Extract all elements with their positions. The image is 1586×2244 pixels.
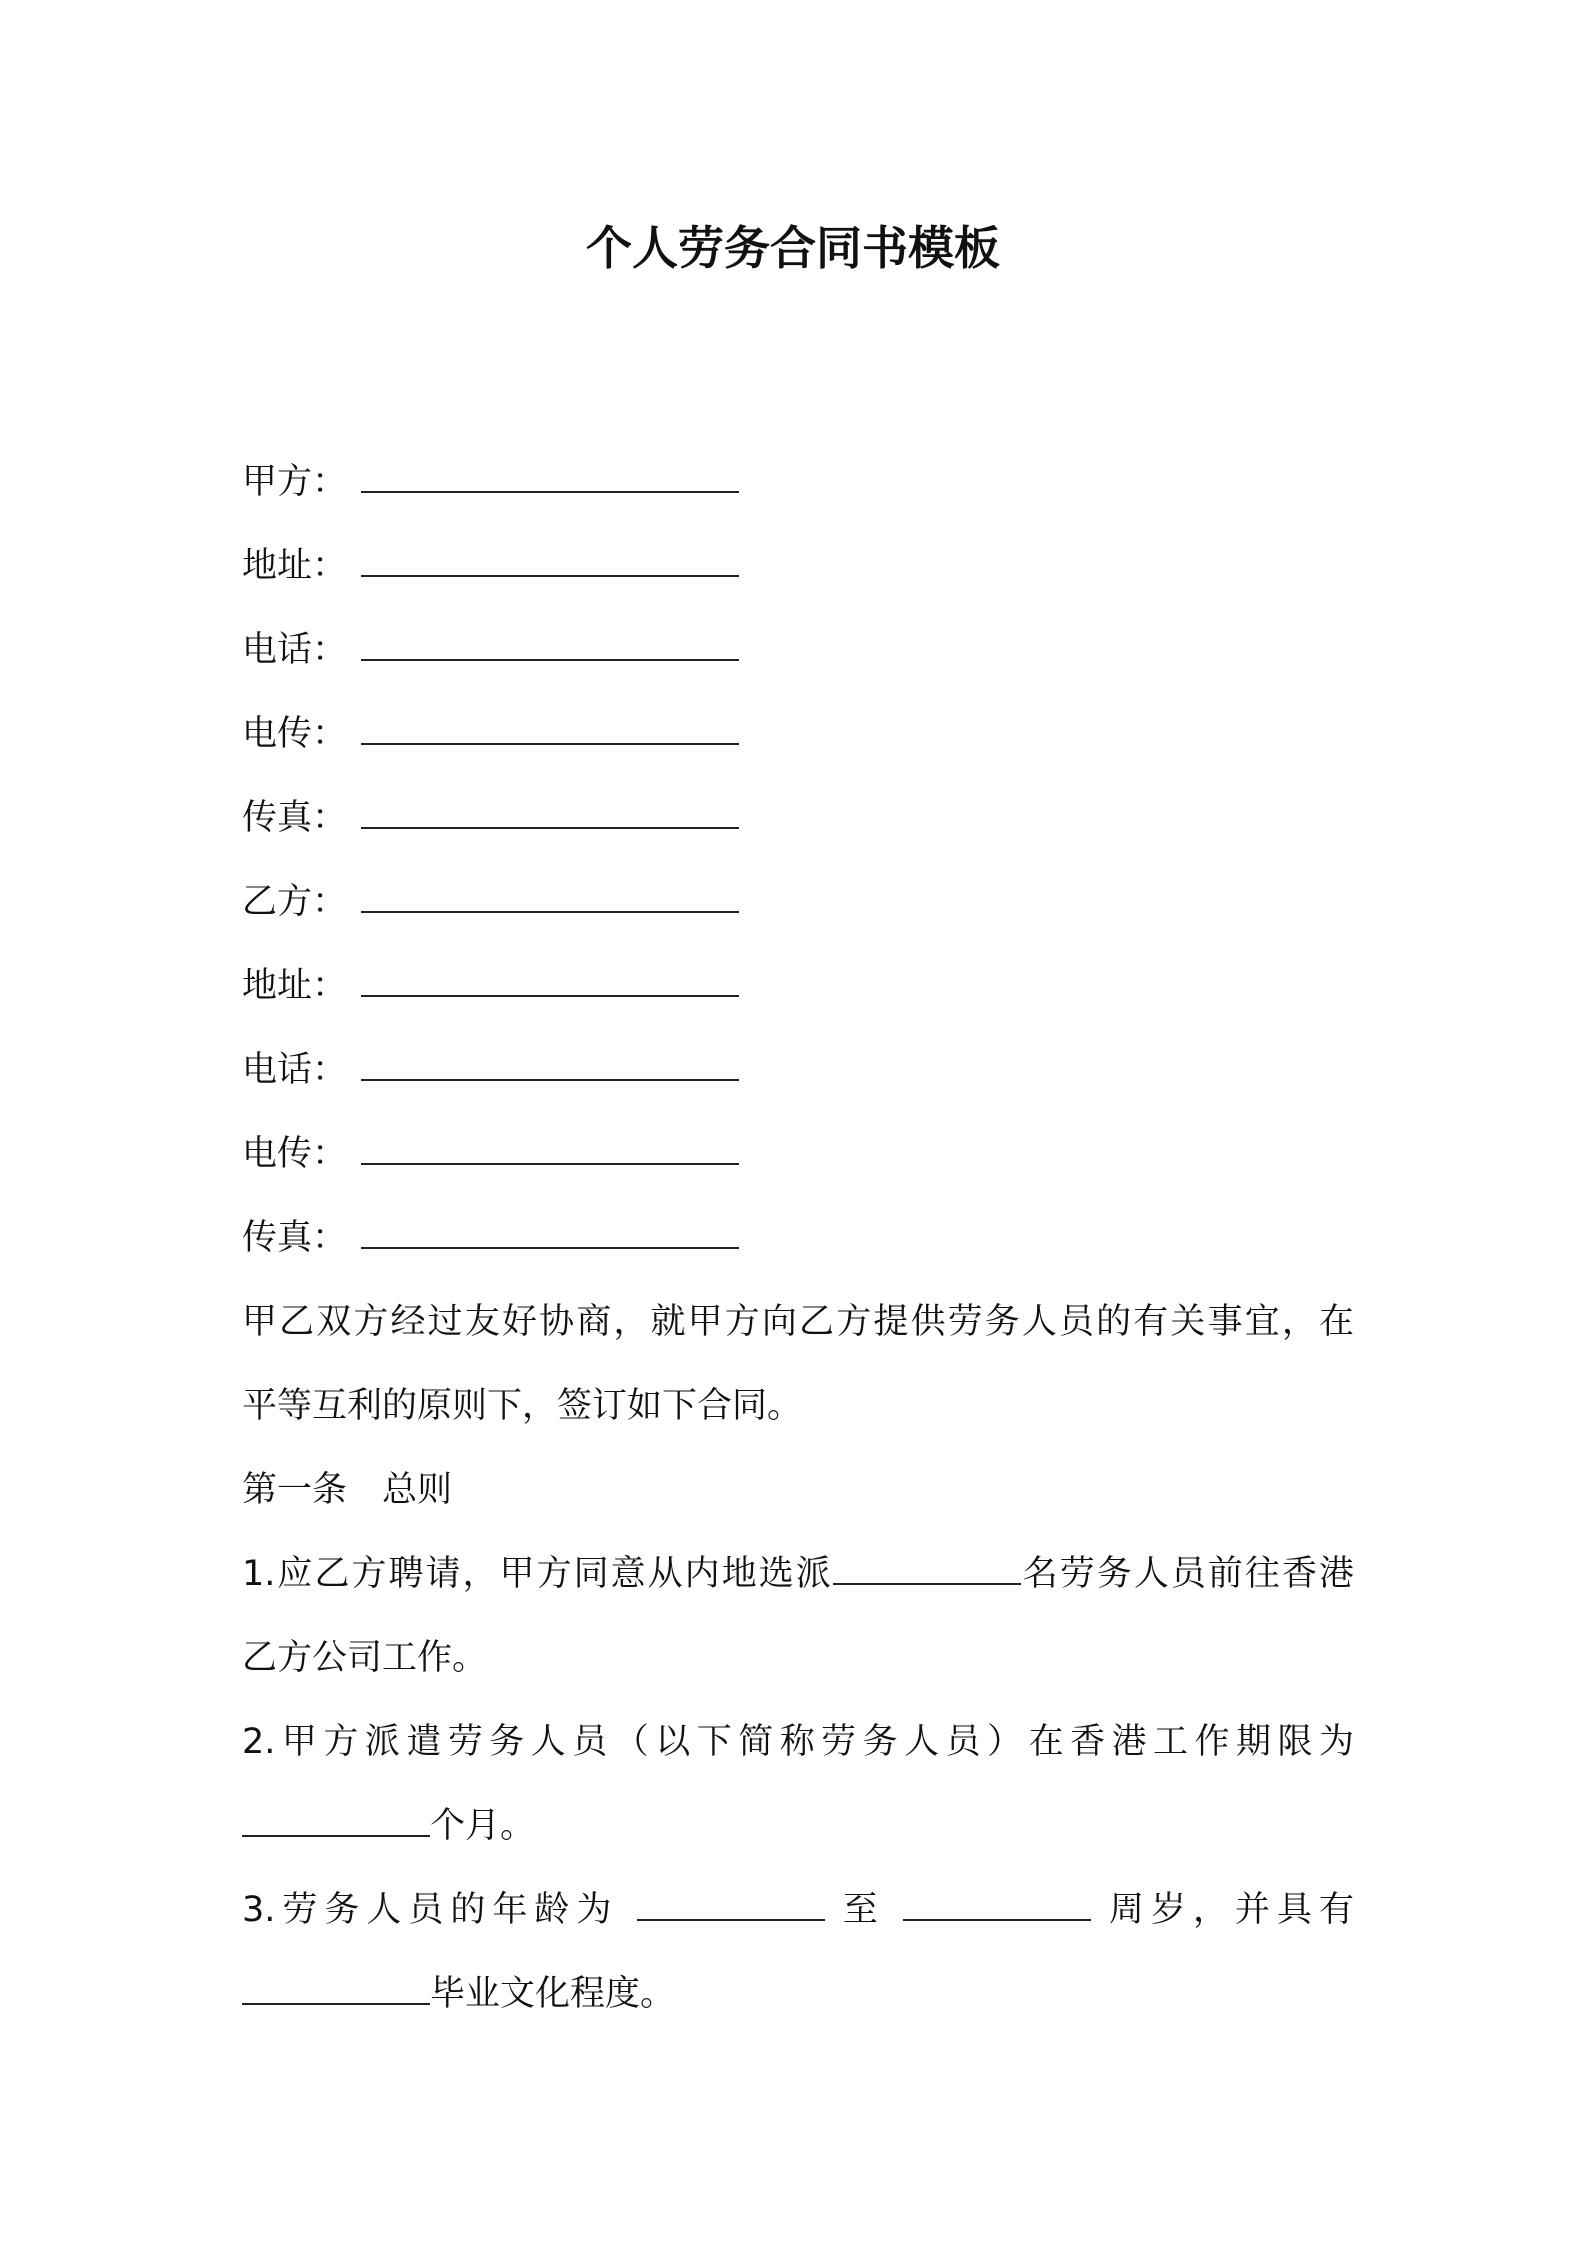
party-a-address-blank[interactable]: [361, 527, 739, 577]
clause-3-text-b: 至: [842, 1890, 885, 1930]
clause-1-line-1: [242, 1532, 1354, 1616]
party-b-telex-label: 电传：: [242, 1134, 348, 1174]
party-b-fax-label: 传真：: [242, 1218, 348, 1258]
party-b-fax-field: [242, 1196, 1354, 1280]
clause-3-age-from-blank[interactable]: [637, 1885, 825, 1921]
clause-3-line-1: [242, 1868, 1354, 1952]
intro-line-2: 平等互利的原则下，签订如下合同。: [242, 1386, 803, 1426]
clause-3-text-a: 3.劳务人员的年龄为: [242, 1890, 619, 1930]
clause-3-age-to-blank[interactable]: [903, 1885, 1091, 1921]
party-b-name-label: 乙方：: [242, 882, 348, 922]
intro-line-1: 甲乙双方经过友好协商，就甲方向乙方提供劳务人员的有关事宜，在: [242, 1302, 1354, 1342]
party-a-telex-blank[interactable]: [361, 695, 739, 745]
party-b-address-field: [242, 944, 1354, 1028]
clause-3-text-c: 周岁，并具有: [1108, 1890, 1354, 1930]
party-a-phone-blank[interactable]: [361, 611, 739, 661]
party-b-phone-field: [242, 1028, 1354, 1112]
clause-2-text-b: 个月。: [430, 1806, 536, 1846]
party-a-address-field: [242, 524, 1354, 608]
clause-3-text-d: 毕业文化程度。: [430, 1974, 676, 2014]
party-b-telex-field: [242, 1112, 1354, 1196]
clause-1-text-b: 名劳务人员前往香港: [1020, 1554, 1354, 1594]
party-a-name-label: 甲方：: [242, 462, 348, 502]
party-b-phone-label: 电话：: [242, 1050, 348, 1090]
party-b-fax-blank[interactable]: [361, 1199, 739, 1249]
clause-1-line-2: 乙方公司工作。: [242, 1638, 488, 1678]
article-1-heading: 第一条 总则: [242, 1470, 453, 1510]
party-b-address-label: 地址：: [242, 966, 348, 1006]
party-a-phone-label: 电话：: [242, 630, 348, 670]
party-b-telex-blank[interactable]: [361, 1115, 739, 1165]
document-title: 个人劳务合同书模板: [586, 221, 1000, 275]
clause-3-education-blank[interactable]: [242, 1969, 430, 2005]
clause-1-count-blank[interactable]: [833, 1549, 1021, 1585]
party-a-name-blank[interactable]: [361, 443, 739, 493]
party-a-address-label: 地址：: [242, 546, 348, 586]
party-b-address-blank[interactable]: [361, 947, 739, 997]
clause-1-text-a: 1.应乙方聘请，甲方同意从内地选派: [242, 1554, 833, 1594]
party-b-phone-blank[interactable]: [361, 1031, 739, 1081]
party-b-name-blank[interactable]: [361, 863, 739, 913]
party-a-fax-field: [242, 776, 1354, 860]
party-a-telex-label: 电传：: [242, 714, 348, 754]
contract-body: [242, 440, 1354, 2036]
clause-2-line-2: [242, 1784, 1354, 1868]
party-a-telex-field: [242, 692, 1354, 776]
party-a-fax-blank[interactable]: [361, 779, 739, 829]
clause-3-line-2: [242, 1952, 1354, 2036]
party-a-name-field: [242, 440, 1354, 524]
party-a-phone-field: [242, 608, 1354, 692]
clause-2-months-blank[interactable]: [242, 1801, 430, 1837]
party-a-fax-label: 传真：: [242, 798, 348, 838]
party-b-name-field: [242, 860, 1354, 944]
clause-2-line-1: 2.甲方派遣劳务人员（以下简称劳务人员）在香港工作期限为: [242, 1722, 1354, 1762]
